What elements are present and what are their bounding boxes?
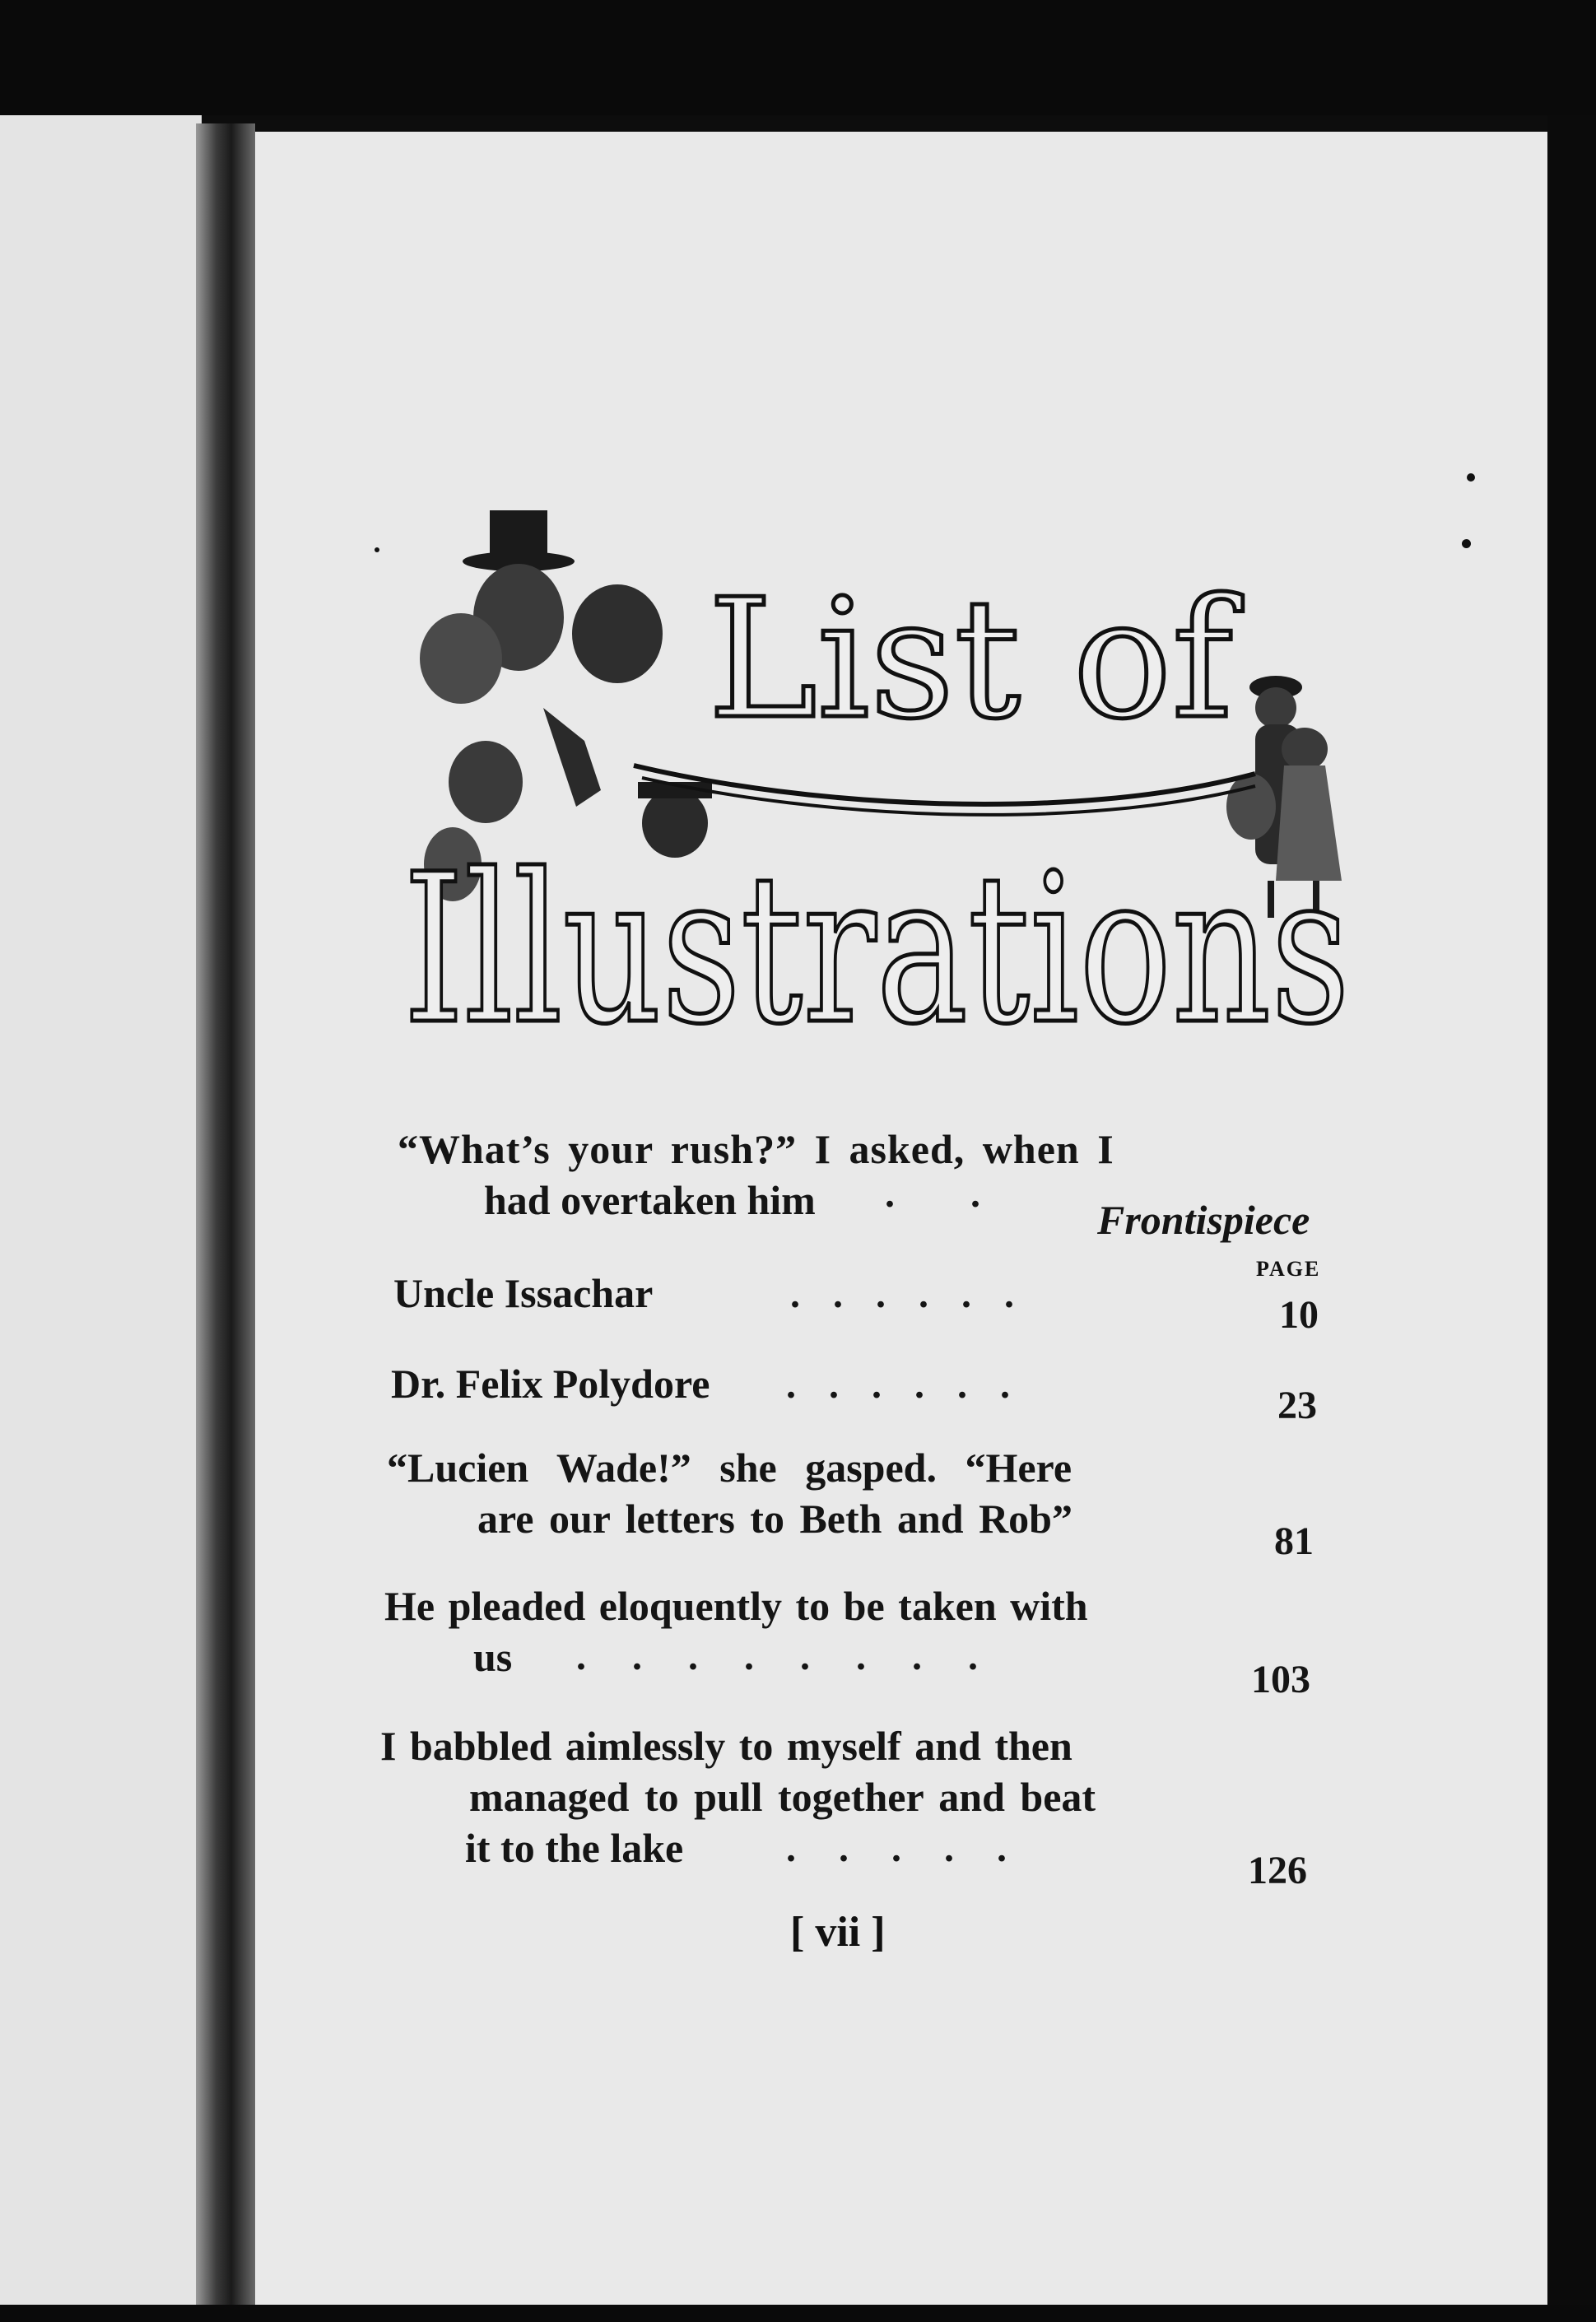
entry-title-line: are our letters to Beth and Rob” [477, 1496, 1073, 1542]
list-of-illustrations-heading [395, 494, 1358, 1069]
page-column-label: PAGE [1256, 1257, 1321, 1281]
illustration-entry [393, 1268, 653, 1319]
left-page [0, 115, 202, 2313]
entry-page: 126 [1248, 1849, 1307, 1892]
dust-speck [375, 547, 379, 552]
dust-speck [1462, 539, 1471, 548]
heading-line-2: Illustrations [403, 830, 1350, 1069]
dust-speck [1467, 473, 1475, 482]
dot-leader: ........ [576, 1635, 1024, 1678]
entry-title-line: He pleaded eloquently to be taken with [384, 1583, 1088, 1629]
entry-page: 81 [1274, 1519, 1314, 1563]
entry-title-line: “Lucien Wade!” she gasped. “Here [387, 1445, 1073, 1491]
entry-title-line: managed to pull together and beat [469, 1774, 1096, 1820]
entry-page: 23 [1277, 1384, 1317, 1427]
dot-leader: . . [885, 1172, 1013, 1216]
entry-title-line: it to the lake [465, 1825, 684, 1871]
illustration-entry [391, 1358, 710, 1409]
entry-page: 10 [1279, 1293, 1319, 1337]
dot-leader: ..... [786, 1826, 1049, 1870]
entry-title-line: had overtaken him [484, 1177, 816, 1223]
entry-title-line: Dr. Felix Polydore [391, 1361, 710, 1407]
scan-bottom-border [0, 2305, 1596, 2322]
entry-title-line: “What’s your rush?” I asked, when I [398, 1126, 1114, 1172]
dot-leader: ...... [786, 1363, 1043, 1407]
entry-title-line: Uncle Issachar [393, 1270, 654, 1316]
scan-right-border [1547, 115, 1596, 2322]
dot-leader: ...... [790, 1273, 1047, 1316]
entry-title-line: us [473, 1634, 513, 1680]
entry-page: Frontispiece [1097, 1197, 1310, 1243]
entry-page: 103 [1251, 1658, 1310, 1701]
page-folio: [ vii ] [790, 1909, 886, 1956]
entry-title-line: I babbled aimlessly to myself and then [380, 1723, 1073, 1769]
heading-line-1: List of [708, 564, 1233, 756]
book-gutter [196, 123, 255, 2305]
scan-top-border [0, 0, 1596, 115]
illustration-entry [387, 1442, 1218, 1544]
